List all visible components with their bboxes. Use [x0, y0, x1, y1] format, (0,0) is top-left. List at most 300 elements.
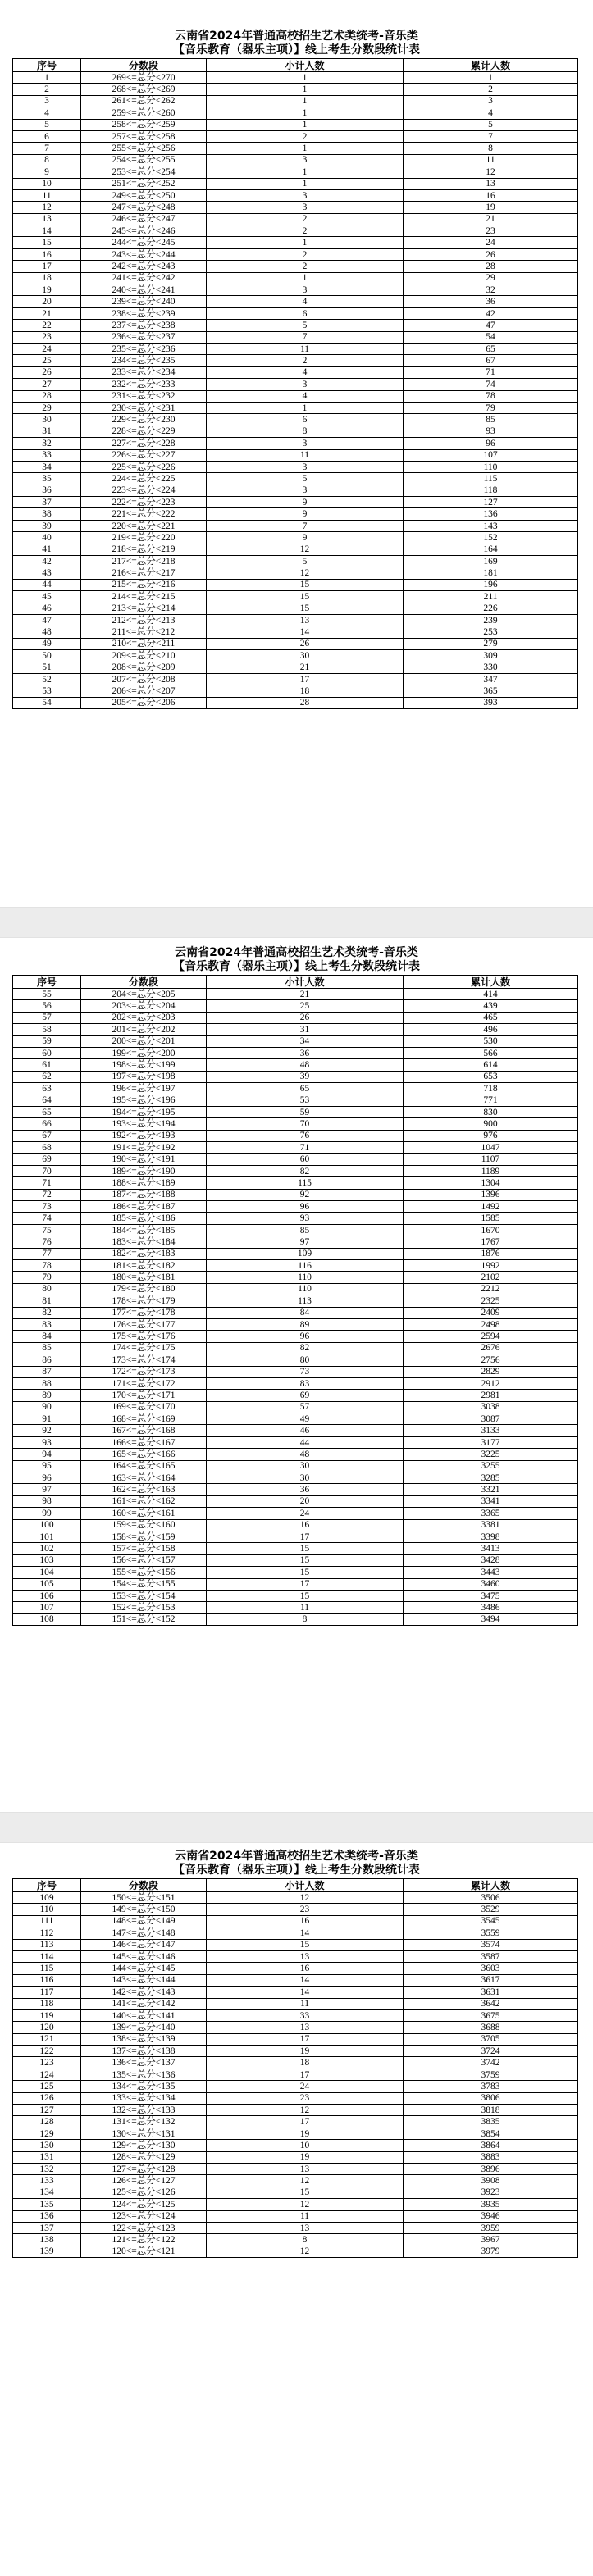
table-row: [13, 461, 578, 472]
table-row: [13, 1602, 578, 1613]
score-table-page-2: [12, 975, 578, 1626]
table-row: [13, 1201, 578, 1213]
cell-score-range: 217<=总分<218: [81, 556, 207, 567]
cell-subtotal: 24: [207, 1508, 404, 1519]
table-row: [13, 2199, 578, 2210]
cell-index: 65: [13, 1106, 81, 1117]
cell-score-range: 196<=总分<197: [81, 1083, 207, 1095]
cell-score-range: 158<=总分<159: [81, 1531, 207, 1542]
cell-cumulative: 1992: [404, 1259, 578, 1271]
table-row: [13, 1495, 578, 1507]
cell-index: 24: [13, 343, 81, 354]
cell-cumulative: 1: [404, 72, 578, 84]
cell-index: 63: [13, 1083, 81, 1095]
table-row: [13, 1484, 578, 1495]
cell-index: 110: [13, 1904, 81, 1915]
table-row: [13, 1413, 578, 1425]
table-row: [13, 2151, 578, 2163]
cell-cumulative: 3864: [404, 2140, 578, 2151]
table-row: [13, 579, 578, 590]
header-index: 序号: [13, 1879, 81, 1892]
cell-index: 111: [13, 1915, 81, 1927]
cell-index: 68: [13, 1142, 81, 1154]
cell-score-range: 181<=总分<182: [81, 1259, 207, 1271]
cell-index: 37: [13, 497, 81, 508]
cell-cumulative: 3460: [404, 1578, 578, 1590]
cell-index: 35: [13, 473, 81, 485]
table-row: [13, 1259, 578, 1271]
cell-cumulative: 3705: [404, 2033, 578, 2045]
table-row: [13, 673, 578, 685]
cell-cumulative: 3908: [404, 2175, 578, 2187]
cell-subtotal: 17: [207, 2116, 404, 2128]
cell-cumulative: 164: [404, 544, 578, 555]
cell-index: 43: [13, 567, 81, 579]
table-row: [13, 1083, 578, 1095]
cell-score-range: 149<=总分<150: [81, 1904, 207, 1915]
cell-index: 101: [13, 1531, 81, 1542]
cell-score-range: 145<=总分<146: [81, 1950, 207, 1962]
table-row: [13, 178, 578, 189]
cell-index: 66: [13, 1118, 81, 1130]
cell-subtotal: 53: [207, 1095, 404, 1106]
cell-index: 42: [13, 556, 81, 567]
table-row: [13, 2222, 578, 2233]
cell-subtotal: 1: [207, 143, 404, 154]
table-row: [13, 107, 578, 119]
table-row: [13, 1307, 578, 1318]
cell-score-range: 259<=总分<260: [81, 107, 207, 119]
cell-index: 118: [13, 1998, 81, 2009]
table-row: [13, 166, 578, 178]
cell-subtotal: 18: [207, 685, 404, 697]
cell-cumulative: 3486: [404, 1602, 578, 1613]
cell-cumulative: 65: [404, 343, 578, 354]
cell-cumulative: 5: [404, 119, 578, 130]
table-row: [13, 1578, 578, 1590]
cell-index: 51: [13, 662, 81, 673]
cell-subtotal: 15: [207, 1554, 404, 1566]
cell-score-range: 176<=总分<177: [81, 1318, 207, 1330]
table-row: [13, 1963, 578, 1974]
cell-index: 113: [13, 1939, 81, 1950]
table-row: [13, 1892, 578, 1904]
table-row: [13, 1390, 578, 1401]
cell-score-range: 261<=总分<262: [81, 95, 207, 107]
header-subtotal: 小计人数: [207, 976, 404, 989]
cell-cumulative: 330: [404, 662, 578, 673]
cell-index: 94: [13, 1449, 81, 1460]
cell-cumulative: 96: [404, 438, 578, 449]
cell-index: 40: [13, 532, 81, 544]
table-row: [13, 1012, 578, 1023]
table-row: [13, 225, 578, 237]
table-row: [13, 2009, 578, 2021]
cell-score-range: 268<=总分<269: [81, 84, 207, 95]
cell-cumulative: 47: [404, 320, 578, 331]
table-row: [13, 1189, 578, 1200]
score-table-page-1: [12, 58, 578, 709]
cell-subtotal: 11: [207, 1602, 404, 1613]
cell-score-range: 257<=总分<258: [81, 130, 207, 142]
cell-index: 15: [13, 237, 81, 248]
table-row: [13, 1024, 578, 1035]
cell-cumulative: 2498: [404, 1318, 578, 1330]
cell-score-range: 199<=总分<200: [81, 1047, 207, 1058]
table-row: [13, 591, 578, 603]
cell-score-range: 174<=总分<175: [81, 1342, 207, 1354]
cell-index: 69: [13, 1154, 81, 1165]
cell-score-range: 213<=总分<214: [81, 603, 207, 614]
cell-index: 90: [13, 1401, 81, 1413]
cell-cumulative: 1396: [404, 1189, 578, 1200]
cell-subtotal: 16: [207, 1915, 404, 1927]
cell-index: 67: [13, 1130, 81, 1141]
cell-subtotal: 36: [207, 1484, 404, 1495]
cell-index: 16: [13, 248, 81, 260]
cell-score-range: 146<=总分<147: [81, 1939, 207, 1950]
cell-cumulative: 226: [404, 603, 578, 614]
cell-subtotal: 16: [207, 1519, 404, 1531]
cell-score-range: 153<=总分<154: [81, 1590, 207, 1601]
table-row: [13, 1331, 578, 1342]
table-row: [13, 685, 578, 697]
cell-subtotal: 19: [207, 2046, 404, 2057]
table-row: [13, 154, 578, 166]
cell-index: 122: [13, 2046, 81, 2057]
cell-score-range: 201<=总分<202: [81, 1024, 207, 1035]
cell-cumulative: 718: [404, 1083, 578, 1095]
cell-score-range: 194<=总分<195: [81, 1106, 207, 1117]
cell-index: 127: [13, 2105, 81, 2116]
cell-cumulative: 3783: [404, 2081, 578, 2092]
cell-index: 126: [13, 2092, 81, 2104]
table-row: [13, 95, 578, 107]
cell-subtotal: 89: [207, 1318, 404, 1330]
cell-score-range: 155<=总分<156: [81, 1567, 207, 1578]
cell-subtotal: 19: [207, 2128, 404, 2139]
cell-cumulative: 3: [404, 95, 578, 107]
cell-score-range: 165<=总分<166: [81, 1449, 207, 1460]
cell-subtotal: 17: [207, 2069, 404, 2080]
cell-cumulative: 23: [404, 225, 578, 237]
table-row: [13, 1531, 578, 1542]
cell-score-range: 125<=总分<126: [81, 2187, 207, 2198]
cell-score-range: 258<=总分<259: [81, 119, 207, 130]
cell-index: 29: [13, 402, 81, 413]
cell-index: 60: [13, 1047, 81, 1058]
cell-index: 133: [13, 2175, 81, 2187]
cell-cumulative: 3087: [404, 1413, 578, 1425]
cell-index: 53: [13, 685, 81, 697]
cell-cumulative: 2912: [404, 1377, 578, 1389]
cell-cumulative: 347: [404, 673, 578, 685]
cell-score-range: 185<=总分<186: [81, 1213, 207, 1224]
cell-subtotal: 12: [207, 2175, 404, 2187]
cell-index: 7: [13, 143, 81, 154]
cell-score-range: 150<=总分<151: [81, 1892, 207, 1904]
cell-index: 88: [13, 1377, 81, 1389]
cell-index: 138: [13, 2234, 81, 2246]
cell-index: 124: [13, 2069, 81, 2080]
cell-index: 93: [13, 1436, 81, 1448]
cell-subtotal: 7: [207, 331, 404, 343]
cell-score-range: 193<=总分<194: [81, 1118, 207, 1130]
cell-subtotal: 15: [207, 1939, 404, 1950]
cell-index: 86: [13, 1354, 81, 1366]
table-row: [13, 1425, 578, 1436]
cell-subtotal: 8: [207, 1613, 404, 1625]
table-row: [13, 2081, 578, 2092]
table-row: [13, 544, 578, 555]
cell-subtotal: 7: [207, 520, 404, 531]
cell-cumulative: 1047: [404, 1142, 578, 1154]
cell-score-range: 222<=总分<223: [81, 497, 207, 508]
table-row: [13, 1449, 578, 1460]
table-row: [13, 1460, 578, 1472]
cell-subtotal: 83: [207, 1377, 404, 1389]
cell-score-range: 200<=总分<201: [81, 1035, 207, 1047]
cell-score-range: 190<=总分<191: [81, 1154, 207, 1165]
cell-cumulative: 93: [404, 426, 578, 437]
cell-cumulative: 11: [404, 154, 578, 166]
cell-index: 73: [13, 1201, 81, 1213]
cell-cumulative: 107: [404, 449, 578, 461]
cell-index: 61: [13, 1059, 81, 1071]
table-row: [13, 402, 578, 413]
cell-subtotal: 19: [207, 2151, 404, 2163]
cell-cumulative: 2409: [404, 1307, 578, 1318]
cell-index: 102: [13, 1543, 81, 1554]
cell-score-range: 134<=总分<135: [81, 2081, 207, 2092]
cell-subtotal: 36: [207, 1047, 404, 1058]
cell-cumulative: 976: [404, 1130, 578, 1141]
cell-score-range: 175<=总分<176: [81, 1331, 207, 1342]
cell-subtotal: 9: [207, 508, 404, 520]
cell-index: 72: [13, 1189, 81, 1200]
table-row: [13, 497, 578, 508]
cell-index: 79: [13, 1272, 81, 1283]
cell-cumulative: 3255: [404, 1460, 578, 1472]
cell-cumulative: 13: [404, 178, 578, 189]
cell-score-range: 163<=总分<164: [81, 1472, 207, 1484]
cell-index: 112: [13, 1927, 81, 1939]
cell-score-range: 189<=总分<190: [81, 1165, 207, 1176]
cell-subtotal: 115: [207, 1177, 404, 1189]
cell-subtotal: 12: [207, 544, 404, 555]
table-row: [13, 614, 578, 626]
cell-cumulative: 3806: [404, 2092, 578, 2104]
cell-cumulative: 3854: [404, 2128, 578, 2139]
cell-score-range: 192<=总分<193: [81, 1130, 207, 1141]
cell-cumulative: 2676: [404, 1342, 578, 1354]
cell-score-range: 212<=总分<213: [81, 614, 207, 626]
cell-subtotal: 13: [207, 1950, 404, 1962]
cell-score-range: 141<=总分<142: [81, 1998, 207, 2009]
cell-index: 136: [13, 2210, 81, 2222]
cell-score-range: 227<=总分<228: [81, 438, 207, 449]
cell-cumulative: 8: [404, 143, 578, 154]
cell-subtotal: 9: [207, 497, 404, 508]
header-index: 序号: [13, 59, 81, 72]
cell-score-range: 137<=总分<138: [81, 2046, 207, 2057]
table-row: [13, 1915, 578, 1927]
cell-score-range: 211<=总分<212: [81, 626, 207, 638]
cell-subtotal: 24: [207, 2081, 404, 2092]
table-body: [13, 72, 578, 709]
cell-subtotal: 65: [207, 1083, 404, 1095]
cell-cumulative: 3617: [404, 1974, 578, 1986]
cell-index: 54: [13, 697, 81, 708]
cell-score-range: 216<=总分<217: [81, 567, 207, 579]
cell-subtotal: 60: [207, 1154, 404, 1165]
cell-subtotal: 113: [207, 1295, 404, 1307]
cell-score-range: 124<=总分<125: [81, 2199, 207, 2210]
cell-cumulative: 3688: [404, 2022, 578, 2033]
cell-cumulative: 465: [404, 1012, 578, 1023]
cell-subtotal: 23: [207, 2092, 404, 2104]
cell-index: 18: [13, 272, 81, 284]
cell-subtotal: 14: [207, 1927, 404, 1939]
cell-score-range: 210<=总分<211: [81, 638, 207, 649]
cell-subtotal: 4: [207, 366, 404, 378]
cell-subtotal: 1: [207, 166, 404, 178]
cell-score-range: 247<=总分<248: [81, 202, 207, 213]
cell-score-range: 228<=总分<229: [81, 426, 207, 437]
cell-subtotal: 1: [207, 72, 404, 84]
cell-cumulative: 3759: [404, 2069, 578, 2080]
cell-index: 103: [13, 1554, 81, 1566]
cell-score-range: 241<=总分<242: [81, 272, 207, 284]
cell-index: 95: [13, 1460, 81, 1472]
cell-subtotal: 13: [207, 2022, 404, 2033]
document-page-3: [0, 1845, 593, 2576]
cell-subtotal: 5: [207, 473, 404, 485]
cell-score-range: 167<=总分<168: [81, 1425, 207, 1436]
cell-index: 139: [13, 2246, 81, 2257]
cell-subtotal: 92: [207, 1189, 404, 1200]
cell-cumulative: 4: [404, 107, 578, 119]
cell-subtotal: 11: [207, 343, 404, 354]
cell-index: 96: [13, 1472, 81, 1484]
cell-cumulative: 3133: [404, 1425, 578, 1436]
table-row: [13, 520, 578, 531]
cell-index: 11: [13, 189, 81, 201]
header-subtotal: 小计人数: [207, 1879, 404, 1892]
cell-cumulative: 3443: [404, 1567, 578, 1578]
cell-cumulative: 36: [404, 296, 578, 307]
table-row: [13, 1248, 578, 1259]
table-row: [13, 390, 578, 402]
table-row: [13, 1071, 578, 1082]
header-score-range: 分数段: [81, 1879, 207, 1892]
cell-index: 114: [13, 1950, 81, 1962]
cell-subtotal: 23: [207, 1904, 404, 1915]
cell-index: 50: [13, 650, 81, 662]
cell-cumulative: 1670: [404, 1224, 578, 1236]
header-cumulative: 累计人数: [404, 1879, 578, 1892]
cell-index: 81: [13, 1295, 81, 1307]
cell-cumulative: 67: [404, 355, 578, 366]
cell-cumulative: 143: [404, 520, 578, 531]
cell-index: 57: [13, 1012, 81, 1023]
cell-index: 31: [13, 426, 81, 437]
cell-subtotal: 3: [207, 379, 404, 390]
cell-index: 5: [13, 119, 81, 130]
cell-subtotal: 4: [207, 296, 404, 307]
cell-cumulative: 136: [404, 508, 578, 520]
cell-score-range: 179<=总分<180: [81, 1283, 207, 1295]
cell-index: 21: [13, 307, 81, 319]
cell-cumulative: 3742: [404, 2057, 578, 2069]
cell-index: 82: [13, 1307, 81, 1318]
cell-subtotal: 1: [207, 272, 404, 284]
cell-score-range: 182<=总分<183: [81, 1248, 207, 1259]
cell-score-range: 142<=总分<143: [81, 1987, 207, 1998]
table-row: [13, 1272, 578, 1283]
cell-cumulative: 3341: [404, 1495, 578, 1507]
cell-score-range: 221<=总分<222: [81, 508, 207, 520]
table-row: [13, 2069, 578, 2080]
cell-cumulative: 771: [404, 1095, 578, 1106]
cell-index: 80: [13, 1283, 81, 1295]
table-row: [13, 72, 578, 84]
cell-score-range: 242<=总分<243: [81, 261, 207, 272]
cell-subtotal: 3: [207, 438, 404, 449]
cell-cumulative: 118: [404, 485, 578, 496]
table-row: [13, 1401, 578, 1413]
cell-index: 64: [13, 1095, 81, 1106]
header-cumulative: 累计人数: [404, 976, 578, 989]
cell-cumulative: 3506: [404, 1892, 578, 1904]
table-row: [13, 508, 578, 520]
cell-score-range: 209<=总分<210: [81, 650, 207, 662]
cell-index: 45: [13, 591, 81, 603]
cell-subtotal: 13: [207, 2222, 404, 2233]
table-row: [13, 1519, 578, 1531]
cell-index: 13: [13, 213, 81, 225]
cell-cumulative: 3285: [404, 1472, 578, 1484]
table-row: [13, 556, 578, 567]
cell-cumulative: 830: [404, 1106, 578, 1117]
cell-cumulative: 3967: [404, 2234, 578, 2246]
table-row: [13, 2187, 578, 2198]
cell-score-range: 249<=总分<250: [81, 189, 207, 201]
cell-cumulative: 3603: [404, 1963, 578, 1974]
table-row: [13, 202, 578, 213]
cell-subtotal: 12: [207, 2105, 404, 2116]
cell-cumulative: 79: [404, 402, 578, 413]
table-row: [13, 650, 578, 662]
cell-index: 85: [13, 1342, 81, 1354]
cell-score-range: 169<=总分<170: [81, 1401, 207, 1413]
cell-subtotal: 1: [207, 178, 404, 189]
score-table-page-3: [12, 1878, 578, 2258]
cell-cumulative: 3946: [404, 2210, 578, 2222]
cell-index: 129: [13, 2128, 81, 2139]
cell-score-range: 245<=总分<246: [81, 225, 207, 237]
cell-subtotal: 17: [207, 673, 404, 685]
cell-score-range: 254<=总分<255: [81, 154, 207, 166]
table-row: [13, 1295, 578, 1307]
cell-score-range: 255<=总分<256: [81, 143, 207, 154]
cell-cumulative: 253: [404, 626, 578, 638]
cell-score-range: 229<=总分<230: [81, 414, 207, 426]
cell-cumulative: 24: [404, 237, 578, 248]
document-title-line2: 【音乐教育（器乐主项）】线上考生分数段统计表: [173, 43, 420, 57]
cell-subtotal: 30: [207, 1460, 404, 1472]
table-row: [13, 2057, 578, 2069]
